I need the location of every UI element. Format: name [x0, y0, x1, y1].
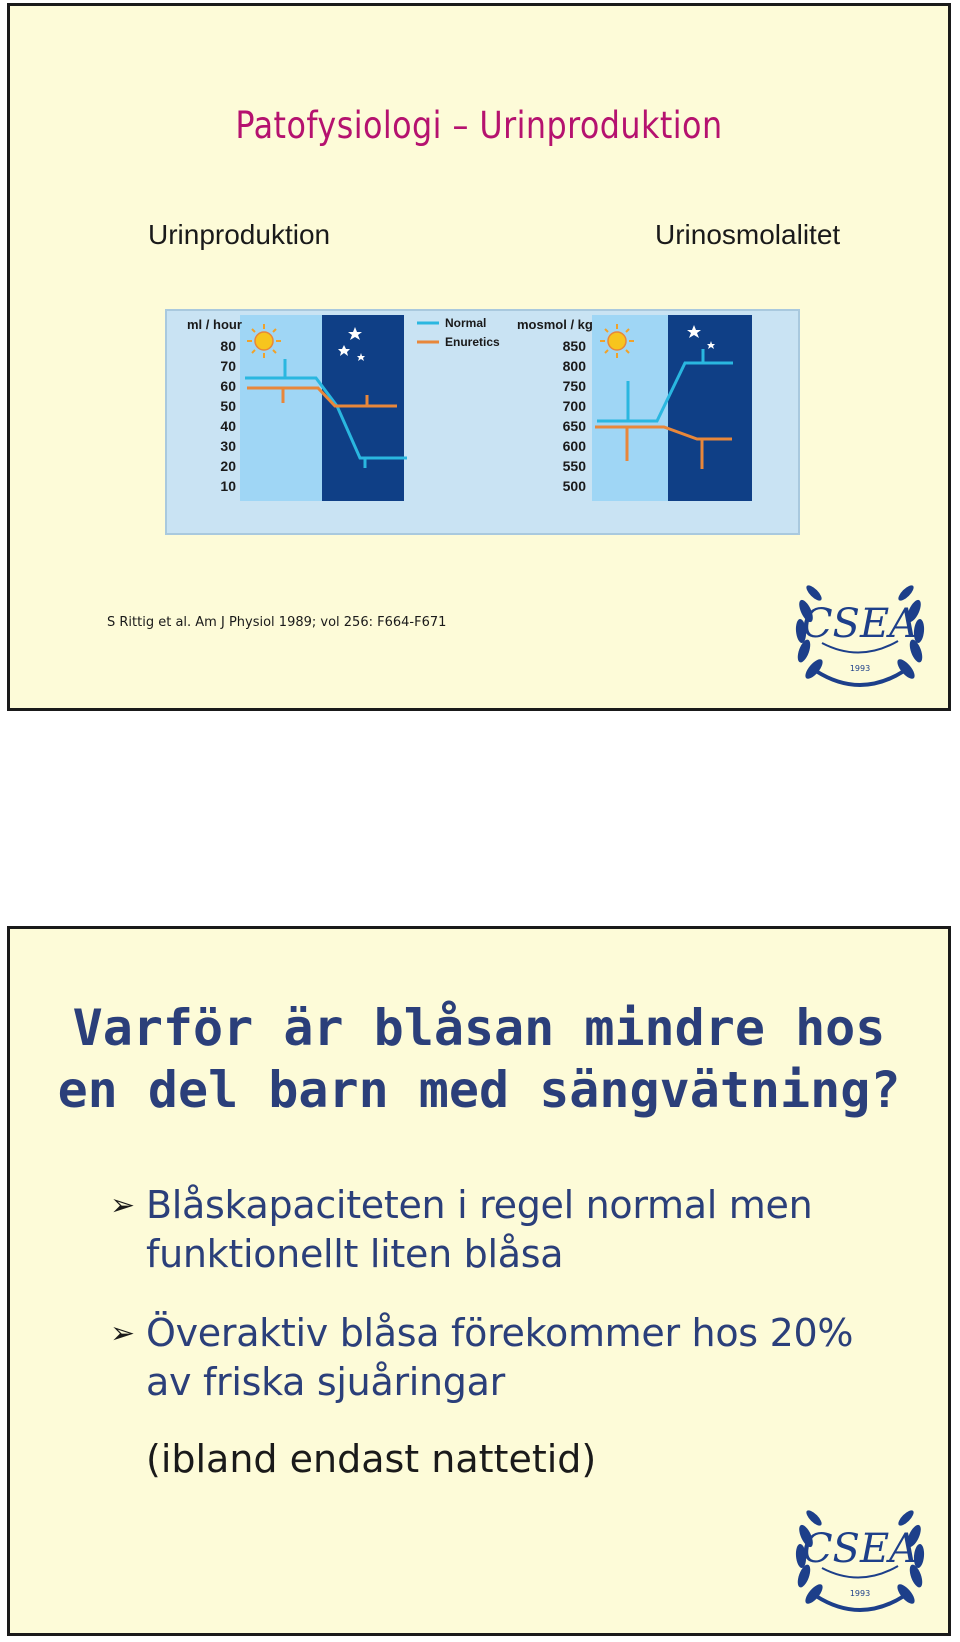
legend-normal-label: Normal [445, 316, 487, 330]
left-tick: 50 [220, 398, 236, 414]
urine-production-label: Urinproduktion [148, 219, 331, 250]
bullet-line: Överaktiv blåsa förekommer hos 20% [146, 1311, 854, 1355]
left-day-panel [240, 315, 322, 501]
left-tick: 30 [220, 438, 236, 454]
svg-text:1993: 1993 [849, 1589, 871, 1598]
right-axis-ticks [563, 338, 587, 494]
left-tick: 70 [220, 358, 236, 374]
left-tick: 60 [220, 378, 236, 394]
left-axis-ticks [220, 338, 236, 494]
right-tick: 650 [562, 418, 586, 434]
right-day-panel [592, 315, 668, 501]
right-tick: 750 [562, 378, 586, 394]
note-text: (ibland endast nattetid) [146, 1437, 597, 1481]
slide-1 [7, 3, 951, 711]
urine-figure [165, 309, 800, 535]
left-tick: 40 [220, 418, 236, 434]
arrow-bullet-icon: ➢ [110, 1316, 136, 1351]
left-night-panel [322, 315, 404, 501]
right-tick: 800 [562, 358, 586, 374]
arrow-bullet-icon: ➢ [110, 1188, 136, 1223]
svg-text:CSEA: CSEA [801, 601, 919, 647]
urine-osmolality-label: Urinosmolalitet [655, 219, 841, 250]
svg-text:1993: 1993 [849, 664, 871, 673]
csea-logo [792, 1496, 928, 1628]
right-tick: 600 [562, 438, 586, 454]
bullet-line: av friska sjuåringar [146, 1360, 505, 1404]
citation: S Rittig et al. Am J Physiol 1989; vol 256: F664-F671 [107, 615, 447, 630]
svg-text:CSEA: CSEA [801, 1526, 919, 1572]
slide-title [10, 997, 948, 1121]
right-tick: 700 [562, 398, 586, 414]
left-tick: 80 [220, 338, 236, 354]
title-line-2: en del barn med sängvätning? [57, 1061, 901, 1119]
title-line-1: Varför är blåsan mindre hos [72, 999, 886, 1057]
slide-title: Patofysiologi – Urinproduktion [235, 104, 723, 147]
bullet-line: Blåskapaciteten i regel normal men [146, 1183, 813, 1227]
right-tick: 550 [562, 458, 586, 474]
left-axis-unit: ml / hour [187, 317, 242, 332]
right-tick: 500 [562, 478, 586, 494]
figure-graphic [167, 311, 798, 533]
right-night-panel [668, 315, 752, 501]
right-axis-unit: mosmol / kg [517, 317, 593, 332]
bullet-item [110, 1181, 910, 1279]
right-tick: 850 [562, 338, 586, 354]
bullet-item [110, 1309, 910, 1407]
csea-logo [792, 571, 928, 703]
legend-enuretics-label: Enuretics [445, 335, 500, 349]
left-tick: 10 [220, 478, 236, 494]
slide-2 [7, 926, 951, 1636]
bullet-line: funktionellt liten blåsa [146, 1232, 564, 1276]
left-tick: 20 [220, 458, 236, 474]
